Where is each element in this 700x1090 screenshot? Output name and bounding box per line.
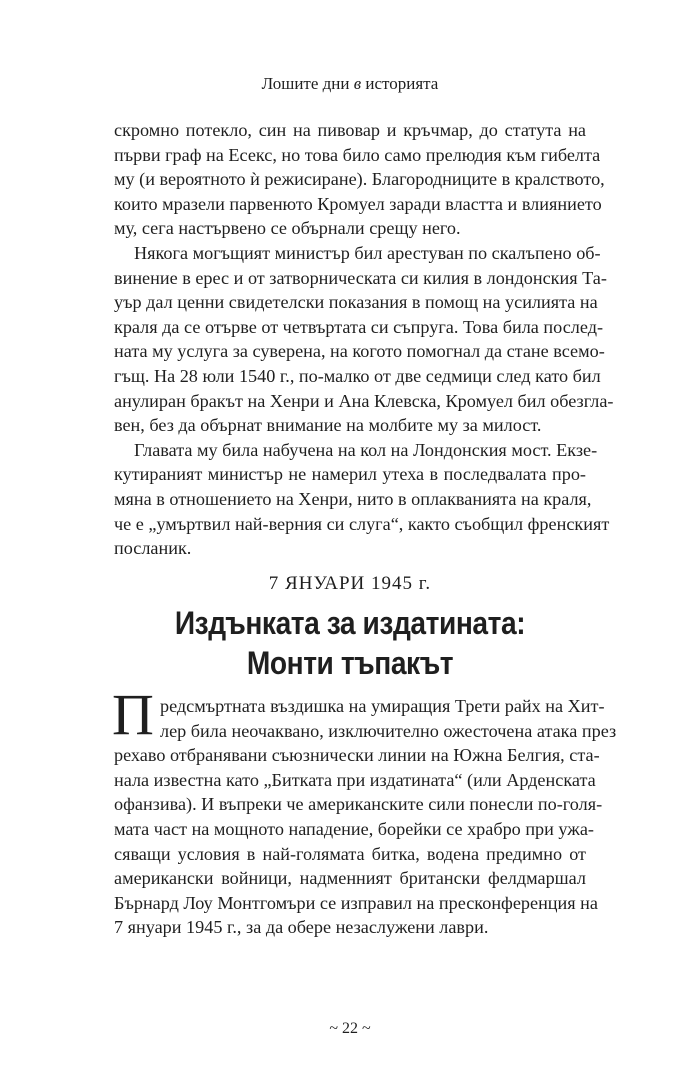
drop-cap: П (112, 682, 154, 747)
running-head-post: историята (361, 74, 439, 93)
section-title-line-2: Монти тъпакът (246, 645, 454, 681)
text-line: сяващи условия в най-голямата битка, водена предимно от (114, 843, 586, 864)
text-line: мата част на мощното нападение, борейки се храбро при ужа- (114, 819, 594, 839)
text-line: му, сега настървено се обърнали срещу него. (114, 218, 461, 239)
text-line: кутираният министър не намерил утеха в последвалата про- (114, 464, 586, 485)
text-line: посланик. (114, 538, 192, 559)
text-line: Бърнард Лоу Монтгомъри се изправил на пресконференция на (114, 892, 598, 913)
section-title-line-1: Издънката за издатината: (174, 605, 526, 641)
section-date: 7 ЯНУАРИ 1945 г. (268, 573, 432, 594)
text-line: американски войници, надменният британски фелдмаршал (114, 868, 586, 889)
page-number: ~ 22 ~ (329, 1020, 371, 1037)
text-line: скромно потекло, син на пивовар и кръчмар, до статута на (114, 120, 586, 140)
text-line: първи граф на Есекс, но това било само прелюдия към гибелта (114, 144, 601, 165)
text-line: Някога могъщият министър бил арестуван по скалъпено об- (134, 243, 601, 263)
running-head-pre: Лошите дни (261, 74, 354, 93)
text-line: винение в ерес и от затворническата си килия в лондонския Та- (114, 267, 607, 288)
text-line: 7 януари 1945 г., за да обере незаслужени лаври. (114, 917, 489, 938)
text-line: Главата му била набучена на кол на Лондонския мост. Екзе- (134, 439, 598, 460)
text-line: лер била неочаквано, изключително ожесточена атака през (160, 720, 617, 741)
text-line: уър дал ценни свидетелски показания в помощ на усилията на (114, 292, 598, 313)
text-line: ната му услуга за суверена, на когото помогнал да стане всемо- (114, 341, 605, 362)
text-line: редсмъртната въздишка на умиращия Трети райх на Хит- (160, 696, 605, 716)
text-line: вен, без да обърнат внимание на молбите му за милост. (114, 415, 542, 436)
text-line: че е „умъртвил най-верния си слуга“, както съобщил френският (114, 513, 610, 534)
running-head (0, 74, 700, 94)
text-line: краля да се отърве от четвъртата си съпруга. Това била послед- (114, 316, 604, 337)
text-line: мяна в отношението на Хенри, нито в оплакванията на краля, (114, 489, 592, 509)
text-line: нала известна като „Битката при издатината“ (или Арденската (114, 769, 596, 790)
text-line: офанзива). И въпреки че американските сили понесли по-голя- (114, 794, 603, 815)
text-line: му (и вероятното ѝ режисиране). Благородниците в кралството, (114, 169, 605, 190)
text-line: анулиран бракът на Хенри и Ана Клевска, Кромуел бил обезгла- (114, 390, 614, 411)
text-line: гъщ. На 28 юли 1540 г., по-малко от две седмици след като бил (114, 366, 601, 386)
text-line: рехаво отбранявани съюзнически линии на Южна Белгия, ста- (114, 745, 600, 766)
running-head-em: в (353, 74, 362, 93)
text-line: които мразели парвенюто Кромуел заради властта и влиянието (114, 193, 602, 214)
